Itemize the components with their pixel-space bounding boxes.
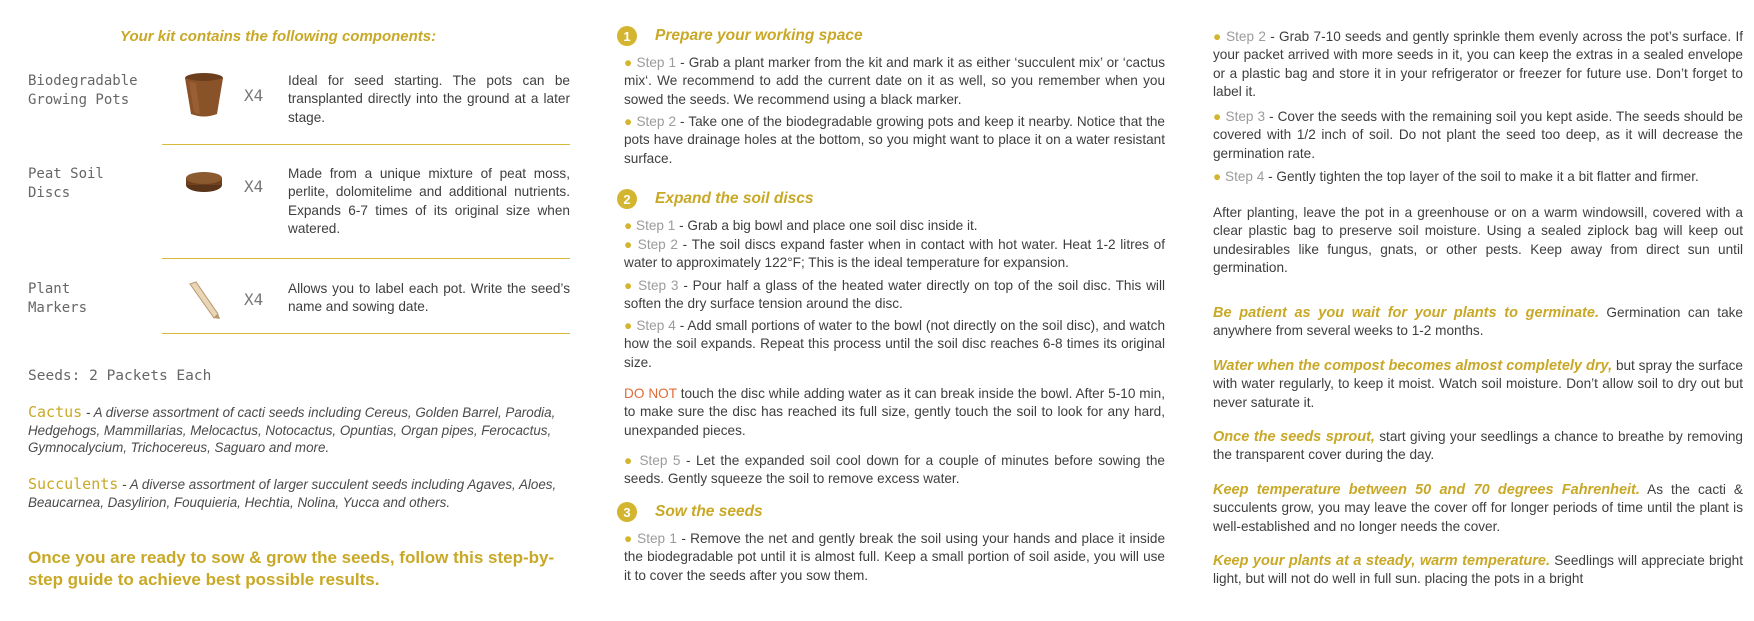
do-not-label: DO NOT xyxy=(624,386,677,401)
tip-paragraph: Keep temperature between 50 and 70 degrees Fahrenheit. As the cacti & succulents grow, you may leave the cover off for longer periods of time until the plant is well-established and no longer needs the cover. xyxy=(1213,482,1743,534)
step-paragraph: ● Step 4 - Gently tighten the top layer of the soil to make it a bit flatter and firmer. xyxy=(1213,169,1699,184)
kit-item-pots xyxy=(28,72,570,144)
bullet-icon: ● xyxy=(624,531,633,546)
bullet-icon: ● xyxy=(624,237,634,252)
soil-disc-icon xyxy=(184,169,224,200)
step-paragraph: ● Step 1 - Grab a plant marker from the kit and mark it as either ‘succulent mix’ or ‘cactus mix‘. We recommend to add the current date on it as well, so you remember when you sowed the seeds. We recommend using a black marker. xyxy=(624,55,1165,107)
kit-item-desc: Allows you to label each pot. Write the seed’s name and sowing date. xyxy=(288,281,570,315)
section-title: Expand the soil discs xyxy=(655,190,814,207)
section-number: 1 xyxy=(617,26,637,46)
section-heading-2 xyxy=(617,189,814,209)
divider xyxy=(162,333,570,334)
bullet-icon: ● xyxy=(1213,109,1222,124)
bullet-icon: ● xyxy=(624,114,633,129)
section-title: Prepare your working space xyxy=(655,27,863,44)
succulent-description: Succulents - A diverse assortment of larger succulent seeds including Agaves, Aloes, Beaucarnea, Dasylirion, Fouquieria, Hechtia, Nolina, Yucca and others. xyxy=(28,475,557,510)
section-heading-1 xyxy=(617,26,863,46)
kit-item-qty: X4 xyxy=(244,86,264,105)
pot-icon xyxy=(184,72,224,123)
step-paragraph: ● Step 2 - Take one of the biodegradable growing pots and keep it nearby. Notice that the pots have drainage holes at the bottom, so you might want to place it on a water resistant surface. xyxy=(624,114,1165,166)
step-paragraph: ● Step 2 - The soil discs expand faster when in contact with hot water. Heat 1-2 litres of water to approximately 122°F; This is the ideal temperature for expansion. xyxy=(624,237,1165,271)
cactus-description: Cactus - A diverse assortment of cacti seeds including Cereus, Golden Barrel, Parodia, Hedgehogs, Mammillarias, Melocactus, Notocactus, Opuntias, Organ pipes, Ferocactus, Gymnocalycium, Trichocereus, Saguaro and more. xyxy=(28,403,556,456)
step-paragraph: ● Step 2 - Grab 7-10 seeds and gently sprinkle them evenly across the pot’s surface. If your packet arrived with more seeds in it, you can keep the extras in a sealed envelope or a plastic bag and store it in your refrigerator or freezer for future use. Don’t forget to label it. xyxy=(1213,29,1743,99)
kit-item-name: Biodegradable Growing Pots xyxy=(28,73,138,108)
bullet-icon: ● xyxy=(1213,169,1222,184)
divider xyxy=(162,144,570,145)
bullet-icon: ● xyxy=(624,453,634,468)
kit-title: Your kit contains the following components: xyxy=(120,28,437,45)
kit-item-name: Peat Soil Discs xyxy=(28,166,104,201)
tip-paragraph: Keep your plants at a steady, warm temperature. Seedlings will appreciate bright light, but will not do well in full sun. placing the pots in a bright xyxy=(1213,553,1743,587)
bullet-icon: ● xyxy=(624,278,634,293)
kit-item-name: Plant Markers xyxy=(28,281,88,316)
guide-intro: Once you are ready to sow & grow the seeds, follow this step-by-step guide to achieve best possible results. xyxy=(28,548,555,589)
tip-paragraph: Water when the compost becomes almost completely dry, but spray the surface with water regularly, to keep it moist. Watch soil moisture. Don’t allow soil to dry out but never saturate it. xyxy=(1213,358,1743,410)
section-number: 3 xyxy=(617,502,637,522)
divider xyxy=(162,258,570,259)
step-paragraph: ● Step 5 - Let the expanded soil cool down for a couple of minutes before sowing the seeds. Gently squeeze the soil to remove excess water. xyxy=(624,453,1165,487)
step-paragraph: ● Step 4 - Add small portions of water to the bowl (not directly on the soil disc), and watch how the soil expands. Repeat this process until the soil disc reaches 6-8 times its original size. xyxy=(624,318,1165,370)
bullet-icon: ● xyxy=(624,55,633,70)
warning-paragraph: DO NOT touch the disc while adding water as it can break inside the bowl. After 5-10 min, to make sure the disc has reached its full size, gently touch the soil to look for any hard, unexpanded pieces. xyxy=(624,386,1165,438)
tip-paragraph: Once the seeds sprout, start giving your seedlings a chance to breathe by removing the transparent cover during the day. xyxy=(1213,429,1743,463)
bullet-icon: ● xyxy=(1213,29,1222,44)
tip-paragraph: Be patient as you wait for your plants to germinate. Germination can take anywhere from several weeks to 1-2 months. xyxy=(1213,305,1743,339)
cactus-label: Cactus xyxy=(28,403,83,421)
kit-item-markers xyxy=(28,280,570,336)
section-heading-3 xyxy=(617,502,763,522)
step-paragraph: ● Step 3 - Cover the seeds with the remaining soil you kept aside. The seeds should be covered with 1/2 inch of soil. Do not plant the seed too deep, as it will decrease the germination rate. xyxy=(1213,109,1743,161)
kit-item-qty: X4 xyxy=(244,177,264,196)
bullet-icon: ● xyxy=(624,318,633,333)
kit-item-desc: Ideal for seed starting. The pots can be transplanted directly into the ground at a later stage. xyxy=(288,73,570,125)
plant-marker-icon xyxy=(184,280,224,325)
after-planting-paragraph: After planting, leave the pot in a greenhouse or on a warm windowsill, covered with a clear plastic bag to preserve soil moisture. Using a sealed ziplock bag will keep out undesirables like fungus, gnats, or other pests. Keep away from direct sun until germination. xyxy=(1213,205,1743,275)
succulent-label: Succulents xyxy=(28,475,119,493)
section-title: Sow the seeds xyxy=(655,503,763,520)
bullet-icon: ● xyxy=(624,218,633,233)
step-paragraph: ● Step 1 - Grab a big bowl and place one soil disc inside it. xyxy=(624,218,978,233)
step-paragraph: ● Step 3 - Pour half a glass of the heated water directly on top of the soil disc. This will soften the dry surface tension around the disc. xyxy=(624,278,1165,312)
section-number: 2 xyxy=(617,189,637,209)
kit-item-qty: X4 xyxy=(244,290,264,309)
step-paragraph: ● Step 1 - Remove the net and gently break the soil using your hands and place it inside the biodegradable pot until it is almost full. Keep a small portion of soil aside, you will use it to cover the seeds after you sow them. xyxy=(624,531,1165,583)
seeds-heading: Seeds: 2 Packets Each xyxy=(28,368,212,384)
kit-item-discs xyxy=(28,165,570,255)
kit-item-desc: Made from a unique mixture of peat moss, perlite, dolomitelime and additional nutrients. Expands 6-7 times of its original size when watered. xyxy=(288,166,570,236)
